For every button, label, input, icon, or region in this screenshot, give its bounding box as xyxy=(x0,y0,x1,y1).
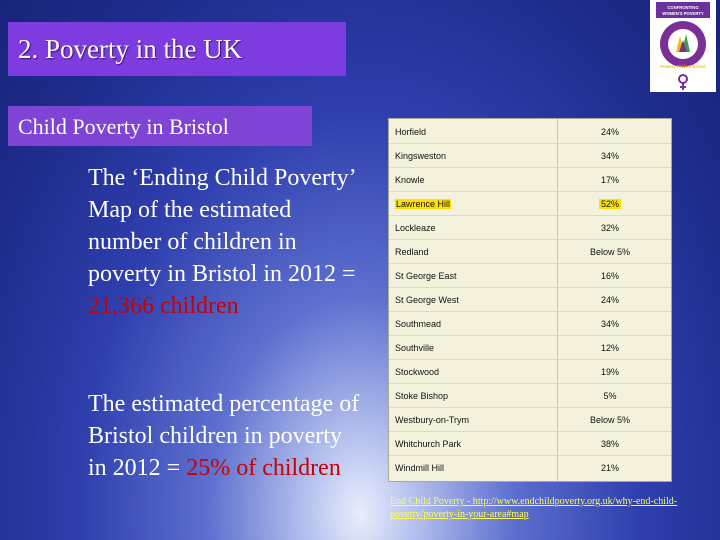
ward-percentage xyxy=(555,319,665,329)
ward-percentage xyxy=(555,295,665,305)
table-row xyxy=(389,191,671,215)
ward-name: Kingsweston xyxy=(395,151,447,161)
confronting-womens-poverty-logo xyxy=(650,0,716,92)
paragraph2-text: The estimated percentage of Bristol children in poverty in 2012 = xyxy=(88,391,360,481)
ward-percentage xyxy=(555,439,665,449)
svg-text:CONFRONTING: CONFRONTING xyxy=(667,5,699,10)
ward-percentage xyxy=(555,223,665,233)
ward-name: Southville xyxy=(395,343,435,353)
table-row xyxy=(389,455,671,479)
ward-name: Horfield xyxy=(395,127,427,137)
ward-percentage xyxy=(555,391,665,401)
ward-percentage xyxy=(555,199,665,209)
table-row xyxy=(389,215,671,239)
slide-title-text: 2. Poverty in the UK xyxy=(18,34,243,64)
ward-percentage-value: 12% xyxy=(600,343,619,353)
table-row xyxy=(389,431,671,455)
ward-percentage-value: 34% xyxy=(600,319,619,329)
ward-name: Southmead xyxy=(395,319,442,329)
ward-name: Whitchurch Park xyxy=(395,439,462,449)
ward-percentage xyxy=(555,367,665,377)
ward-name: St George West xyxy=(395,295,459,305)
ward-name: Westbury-on-Trym xyxy=(395,415,470,425)
ward-name: Windmill Hill xyxy=(395,463,444,473)
paragraph2-highlight: 25% of children xyxy=(186,455,341,481)
ward-percentage xyxy=(555,151,665,161)
svg-text:WOMEN'S POVERTY: WOMEN'S POVERTY xyxy=(662,11,704,16)
row-separator xyxy=(389,383,671,384)
ward-percentage-value: 38% xyxy=(600,439,619,449)
ward-percentage-value: 5% xyxy=(603,391,617,401)
row-separator xyxy=(389,167,671,168)
ward-name: St George East xyxy=(395,271,457,281)
ward-percentage-value: 34% xyxy=(600,151,619,161)
row-separator xyxy=(389,263,671,264)
table-row xyxy=(389,239,671,263)
table-row xyxy=(389,143,671,167)
table-row xyxy=(389,119,671,143)
row-separator xyxy=(389,287,671,288)
row-separator xyxy=(389,191,671,192)
estimated-percentage-paragraph xyxy=(88,388,363,484)
ward-percentage-value: Below 5% xyxy=(589,415,631,425)
ward-percentage-value: 32% xyxy=(600,223,619,233)
table-row xyxy=(389,383,671,407)
ward-percentage xyxy=(555,343,665,353)
ward-percentage-value: 16% xyxy=(600,271,619,281)
ward-percentage-value: Below 5% xyxy=(589,247,631,257)
row-separator xyxy=(389,215,671,216)
paragraph1-highlight: 21,366 children xyxy=(88,293,239,319)
svg-text:Poverty Project Bristol: Poverty Project Bristol xyxy=(660,64,706,69)
row-separator xyxy=(389,311,671,312)
table-row xyxy=(389,311,671,335)
ward-percentage-value: 24% xyxy=(600,127,619,137)
ending-child-poverty-paragraph xyxy=(88,162,358,322)
ward-percentage xyxy=(555,175,665,185)
ward-percentage-value: 24% xyxy=(600,295,619,305)
end-child-poverty-source-link[interactable]: End Child Poverty - http://www.endchildpoverty.org.uk/why-end-child-poverty/poverty-in-your-area#map xyxy=(390,496,678,520)
ward-name: Lockleaze xyxy=(395,223,436,233)
row-separator xyxy=(389,335,671,336)
table-row xyxy=(389,359,671,383)
row-separator xyxy=(389,143,671,144)
slide-subtitle-text: Child Poverty in Bristol xyxy=(18,114,229,139)
row-separator xyxy=(389,239,671,240)
row-separator xyxy=(389,455,671,456)
ward-percentage-value: 19% xyxy=(600,367,619,377)
table-row xyxy=(389,167,671,191)
table-row xyxy=(389,335,671,359)
ward-percentage-value: 52% xyxy=(600,199,619,209)
ward-name: Knowle xyxy=(395,175,425,185)
ward-percentage xyxy=(555,271,665,281)
table-row xyxy=(389,407,671,431)
table-row xyxy=(389,263,671,287)
row-separator xyxy=(389,407,671,408)
ward-percentage-value: 17% xyxy=(600,175,619,185)
ward-percentage-value: 21% xyxy=(600,463,619,473)
ward-name: Redland xyxy=(395,247,429,257)
ward-name: Lawrence Hill xyxy=(396,199,451,209)
slide-title xyxy=(8,22,346,76)
paragraph1-text: The ‘Ending Child Poverty’ Map of the estimated number of children in poverty in Bristol in 2012 = xyxy=(88,165,356,287)
ward-percentage xyxy=(555,415,665,425)
slide-subtitle xyxy=(8,106,312,146)
ward-percentage xyxy=(555,127,665,137)
ward-name: Stockwood xyxy=(395,367,440,377)
table-row xyxy=(389,287,671,311)
ward-percentage xyxy=(555,247,665,257)
row-separator xyxy=(389,359,671,360)
ward-percentage xyxy=(555,463,665,473)
row-separator xyxy=(389,431,671,432)
ward-poverty-table xyxy=(388,118,672,482)
ward-name: Stoke Bishop xyxy=(395,391,449,401)
